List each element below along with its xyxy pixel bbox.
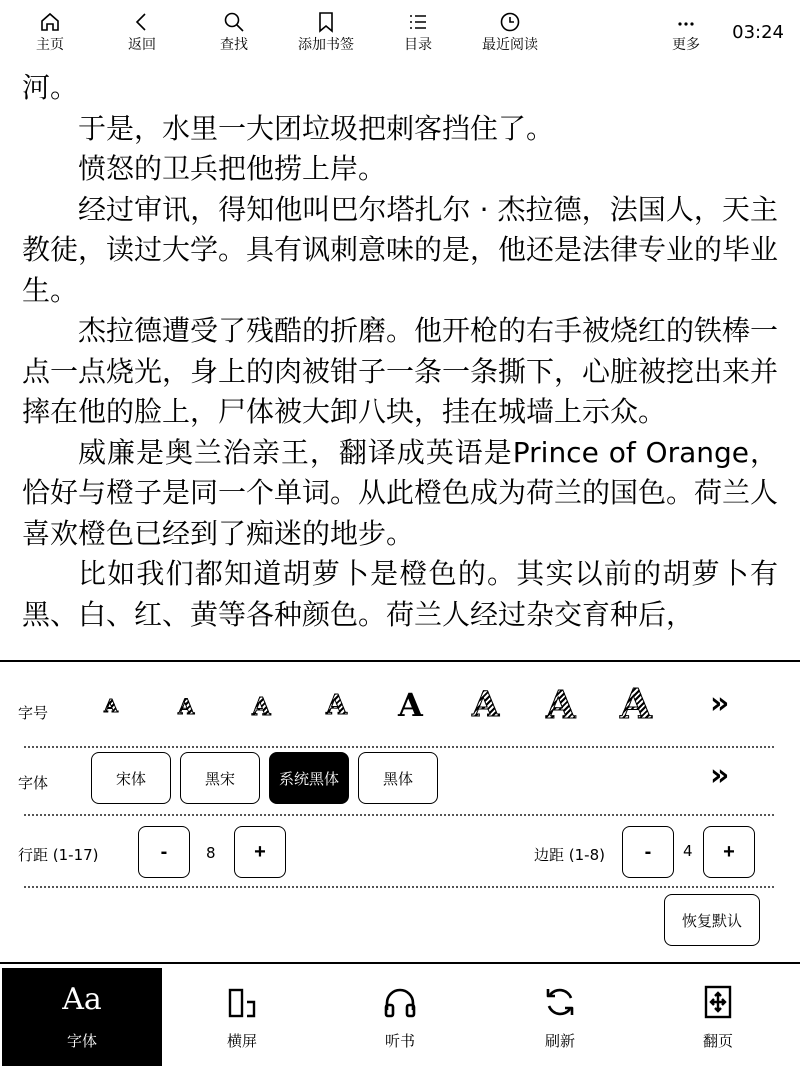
tab-page-turn[interactable]: [638, 968, 798, 1066]
font-option-songti[interactable]: 宋体: [91, 752, 171, 804]
tab-font-label: 字体: [66, 1032, 97, 1050]
search-label: 查找: [220, 37, 248, 53]
margin-increase-button[interactable]: +: [703, 826, 755, 878]
tab-refresh[interactable]: [480, 968, 640, 1066]
font-size-more-button[interactable]: »: [710, 686, 724, 721]
paragraph: 于是，水里一大团垃圾把刺客挡住了。: [78, 111, 555, 145]
font-face-label: 字体: [18, 774, 49, 792]
recent-reading-label: 最近阅读: [482, 37, 538, 53]
reading-area[interactable]: [0, 66, 800, 660]
home-icon: [39, 11, 61, 33]
tab-page-turn-label: 翻页: [702, 1032, 733, 1050]
paragraph: 经过审讯，得知他叫巴尔塔扎尔 · 杰拉德，法国人，天主教徒，读过大学。具有讽刺意味的是，他还是法律专业的毕业生。: [22, 192, 779, 307]
top-toolbar: [0, 0, 800, 66]
tab-refresh-label: 刷新: [544, 1032, 575, 1050]
landscape-icon: [225, 986, 259, 1020]
add-bookmark-button[interactable]: [276, 8, 376, 54]
bottom-nav: [0, 962, 800, 1066]
tab-listen[interactable]: [320, 968, 480, 1066]
font-size-option-3[interactable]: A: [252, 692, 271, 721]
font-icon: Aa: [62, 982, 102, 1017]
font-option-heisong[interactable]: 黑宋: [180, 752, 260, 804]
toc-icon: [407, 11, 429, 33]
font-option-heiti[interactable]: 黑体: [358, 752, 438, 804]
divider: [24, 814, 774, 816]
tab-landscape[interactable]: [162, 968, 322, 1066]
line-spacing-value: 8: [206, 844, 216, 862]
add-bookmark-label: 添加书签: [298, 37, 354, 53]
toc-button[interactable]: [368, 8, 468, 54]
refresh-icon: [542, 984, 578, 1020]
more-icon: [675, 11, 697, 33]
toc-label: 目录: [404, 37, 432, 53]
paragraph: 比如我们都知道胡萝卜是橙色的。其实以前的胡萝卜有黑、白、红、黄等各种颜色。荷兰人经过杂交育种后，: [22, 557, 778, 631]
back-label: 返回: [128, 37, 156, 53]
font-face-options: [0, 752, 800, 804]
divider: [24, 886, 774, 888]
home-button[interactable]: [0, 8, 100, 54]
tab-listen-label: 听书: [384, 1032, 415, 1050]
font-size-option-8[interactable]: A: [620, 680, 652, 728]
divider: [24, 746, 774, 748]
paragraph: 威廉是奥兰治亲王，翻译成英语是Prince of Orange，恰好与橙子是同一个单词。从此橙色成为荷兰的国色。荷兰人喜欢橙色已经到了痴迷的地步。: [22, 435, 779, 550]
font-size-option-2[interactable]: A: [178, 694, 195, 719]
font-settings-panel: [0, 660, 800, 962]
font-size-option-1[interactable]: A: [104, 696, 118, 717]
headphones-icon: [382, 986, 418, 1020]
line-spacing-increase-button[interactable]: +: [234, 826, 286, 878]
margin-decrease-button[interactable]: -: [622, 826, 674, 878]
bookmark-icon: [315, 11, 337, 33]
more-label: 更多: [672, 37, 700, 53]
paragraph: 河。: [22, 71, 79, 104]
more-button[interactable]: [636, 8, 736, 54]
search-icon: [223, 11, 245, 33]
reset-defaults-button[interactable]: 恢复默认: [664, 894, 760, 946]
font-face-more-button[interactable]: »: [710, 758, 724, 793]
back-icon: [131, 11, 153, 33]
paragraph: 愤怒的卫兵把他捞上岸。: [78, 152, 387, 185]
page-turn-icon: [703, 984, 733, 1020]
font-option-system-heiti[interactable]: 系统黑体: [269, 752, 349, 804]
back-button[interactable]: [92, 8, 192, 54]
clock-icon: [499, 11, 521, 33]
clock-time: 03:24: [732, 22, 784, 43]
font-size-option-5-selected[interactable]: A: [398, 686, 423, 724]
margin-label: 边距 (1-8): [534, 846, 605, 864]
margin-value: 4: [683, 842, 693, 860]
font-size-option-6[interactable]: A: [472, 684, 500, 725]
tab-landscape-label: 横屏: [226, 1032, 257, 1050]
paragraph: 杰拉德遭受了残酷的折磨。他开枪的右手被烧红的铁棒一点一点烧光，身上的肉被钳子一条一条撕下，心脏被挖出来并摔在他的脸上，尸体被大卸八块，挂在城墙上示众。: [22, 314, 779, 428]
font-size-label: 字号: [18, 704, 49, 722]
home-label: 主页: [36, 37, 64, 53]
font-size-option-4[interactable]: A: [326, 690, 347, 721]
line-spacing-decrease-button[interactable]: -: [138, 826, 190, 878]
line-spacing-label: 行距 (1-17): [18, 846, 99, 864]
search-button[interactable]: [184, 8, 284, 54]
font-size-option-7[interactable]: A: [546, 682, 576, 727]
recent-reading-button[interactable]: [460, 8, 560, 54]
tab-font[interactable]: [2, 968, 162, 1066]
